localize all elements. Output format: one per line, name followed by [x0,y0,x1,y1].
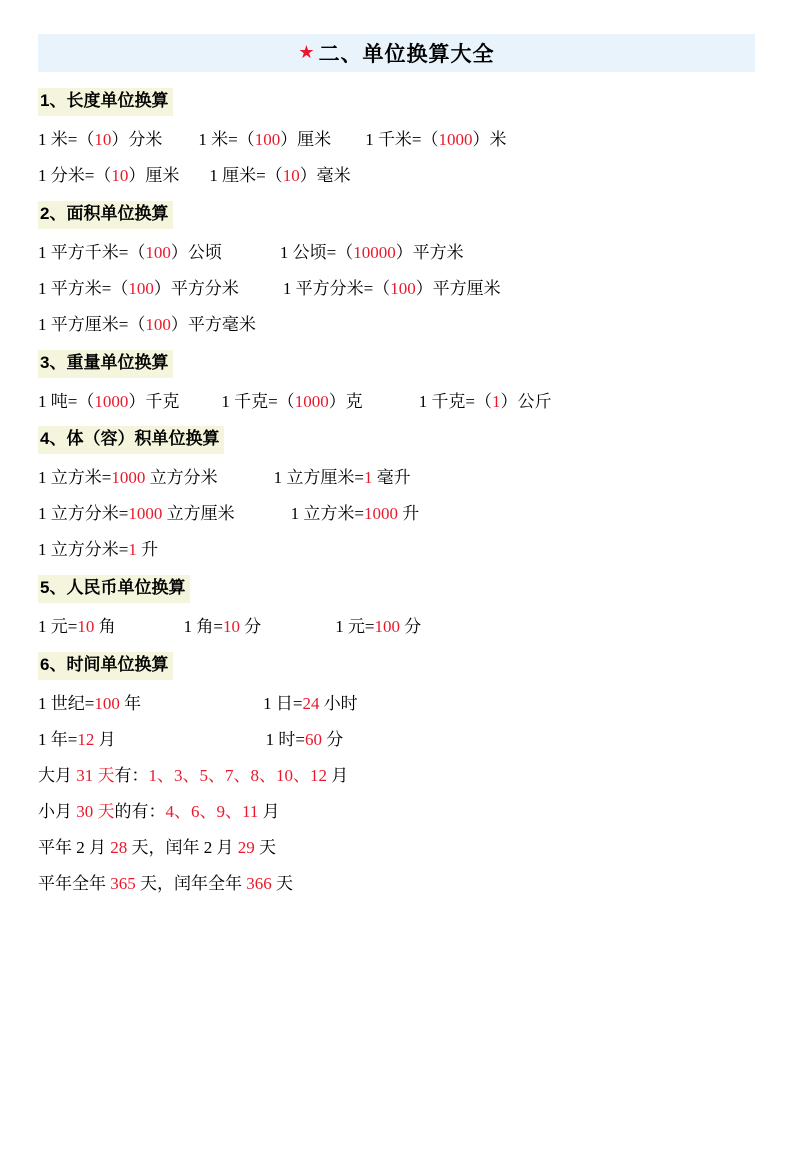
text-fragment: 立方分米 [145,468,218,488]
answer-value: 100 [254,129,281,149]
conversion-line [38,616,755,639]
conversion-line [38,539,755,562]
text-fragment: 1 千米=（ [365,129,439,149]
conversion-line [38,391,755,414]
answer-value: 10 [94,129,112,149]
text-fragment: 的有： [114,801,166,821]
answer-value: 10000 [353,242,396,262]
star-icon: ★ [298,41,315,62]
text-fragment: 分 [400,617,422,637]
section [38,88,755,188]
answer-value: 1 [363,468,373,488]
text-fragment: 立方厘米 [162,504,235,524]
answer-value: 10 [111,165,129,185]
section [38,350,755,414]
text-fragment: 1 平方厘米=（ [38,314,146,334]
text-fragment: ）毫米 [299,165,351,185]
answer-value: 29 [237,837,255,857]
text-fragment: ）公顷 [170,242,222,262]
conversion-line [38,765,755,788]
text-fragment: 天 [271,873,293,893]
text-fragment: ）厘米 [280,129,332,149]
text-fragment: 月 [258,801,280,821]
text-fragment: 1 立方分米= [38,540,129,560]
text-fragment: 月 [327,765,349,785]
document-title-bar [38,34,755,72]
text-fragment: 分 [321,729,344,749]
text-fragment: 1 年= [38,729,78,749]
page-title: 二、单位换算大全 [318,43,495,66]
section [38,575,755,639]
answer-value: 10 [282,165,300,185]
answer-value: 1000 [94,391,129,411]
conversion-line [38,467,755,490]
answer-value: 100 [128,278,154,298]
text-fragment: 1 立方分米= [38,504,129,524]
text-fragment: 分 [239,617,262,637]
text-fragment: ）平方分米 [153,278,239,298]
text-fragment: 月 [94,729,116,749]
text-fragment: 1 米=（ [198,129,255,149]
text-fragment: 毫升 [372,468,411,488]
conversion-line [38,503,755,526]
text-fragment: 天，闰年 2 月 [127,837,238,857]
answer-value: 365 [110,873,136,893]
section-heading: 4、体（容）积单位换算 [38,426,224,454]
conversion-line [38,729,755,752]
section-heading: 6、时间单位换算 [38,652,173,680]
text-fragment: ）厘米 [128,165,180,185]
conversion-line [38,165,755,188]
answer-value: 60 [304,729,322,749]
answer-value: 1000 [438,129,473,149]
text-fragment: ）公斤 [500,391,552,411]
section [38,426,755,562]
text-fragment: ）平方米 [395,242,464,262]
answer-value: 100 [145,314,171,334]
answer-value: 100 [94,694,120,713]
conversion-line [38,801,755,824]
answer-value: 31 天 [76,765,115,785]
answer-value: 1000 [363,504,398,524]
text-fragment: 1 千克=（ [418,391,493,411]
answer-value: 366 [246,873,272,893]
text-fragment: 平年全年 [38,873,111,893]
conversion-line [38,873,755,896]
text-fragment: ）分米 [111,129,163,149]
text-fragment: 小月 [38,801,77,821]
text-fragment: 1 公顷=（ [279,242,354,262]
text-fragment: 1 厘米=（ [209,165,283,185]
text-fragment: 1 吨=（ [38,391,95,411]
section [38,201,755,337]
text-fragment: 小时 [319,694,358,713]
text-fragment: 天，闰年全年 [135,873,247,893]
conversion-line [38,129,755,152]
conversion-line [38,278,755,301]
text-fragment: 角 [94,617,116,637]
text-fragment: 1 立方厘米= [273,468,364,488]
answer-value: 1000 [111,468,146,488]
text-fragment: ）千克 [128,391,180,411]
section-heading: 1、长度单位换算 [38,88,173,116]
text-fragment: 1 平方米=（ [38,278,129,298]
conversion-line [38,693,755,716]
text-fragment: 大月 [38,765,77,785]
text-fragment: 1 元= [335,617,375,637]
answer-value: 100 [374,617,401,637]
section-heading: 3、重量单位换算 [38,350,173,378]
text-fragment: ）米 [472,129,507,149]
text-fragment: 年 [119,694,142,713]
section-heading: 5、人民币单位换算 [38,575,190,603]
answer-value: 24 [302,694,320,713]
text-fragment: 1 时= [265,729,305,749]
answer-value: 1 [128,540,137,560]
text-fragment: 1 分米=（ [38,165,112,185]
text-fragment: 1 平方分米=（ [282,278,391,298]
text-fragment: 升 [397,504,420,524]
text-fragment: ）平方厘米 [415,278,501,298]
answer-value: 1 [492,391,501,411]
answer-value: 100 [390,278,416,298]
answer-value: 1000 [128,504,163,524]
sections-container [38,88,755,896]
answer-value: 10 [222,617,240,637]
answer-value: 10 [77,617,95,637]
answer-value: 1、3、5、7、8、10、12 [148,765,327,785]
text-fragment: 1 米=（ [38,129,95,149]
conversion-line [38,314,755,337]
answer-value: 12 [77,729,95,749]
answer-value: 100 [145,242,171,262]
text-fragment: 1 世纪= [38,694,95,713]
text-fragment: 1 日= [263,694,303,713]
text-fragment: 天 [254,837,276,857]
section-heading: 2、面积单位换算 [38,201,173,229]
text-fragment: 平年 2 月 [38,837,111,857]
answer-value: 28 [110,837,128,857]
conversion-line [38,242,755,265]
section [38,652,755,896]
conversion-line [38,837,755,860]
answer-value: 1000 [294,391,329,411]
text-fragment: 1 平方千米=（ [38,242,146,262]
text-fragment: 有： [114,765,149,785]
answer-value: 4、6、9、11 [165,801,259,821]
text-fragment: 1 元= [38,617,78,637]
text-fragment: 1 立方米= [290,504,364,524]
text-fragment: ）克 [328,391,363,411]
answer-value: 30 天 [76,801,115,821]
text-fragment: 1 角= [183,617,223,637]
text-fragment: ）平方毫米 [170,314,256,334]
text-fragment: 1 立方米= [38,468,112,488]
text-fragment: 升 [136,540,159,560]
document-page [0,34,793,1156]
text-fragment: 1 千克=（ [221,391,295,411]
